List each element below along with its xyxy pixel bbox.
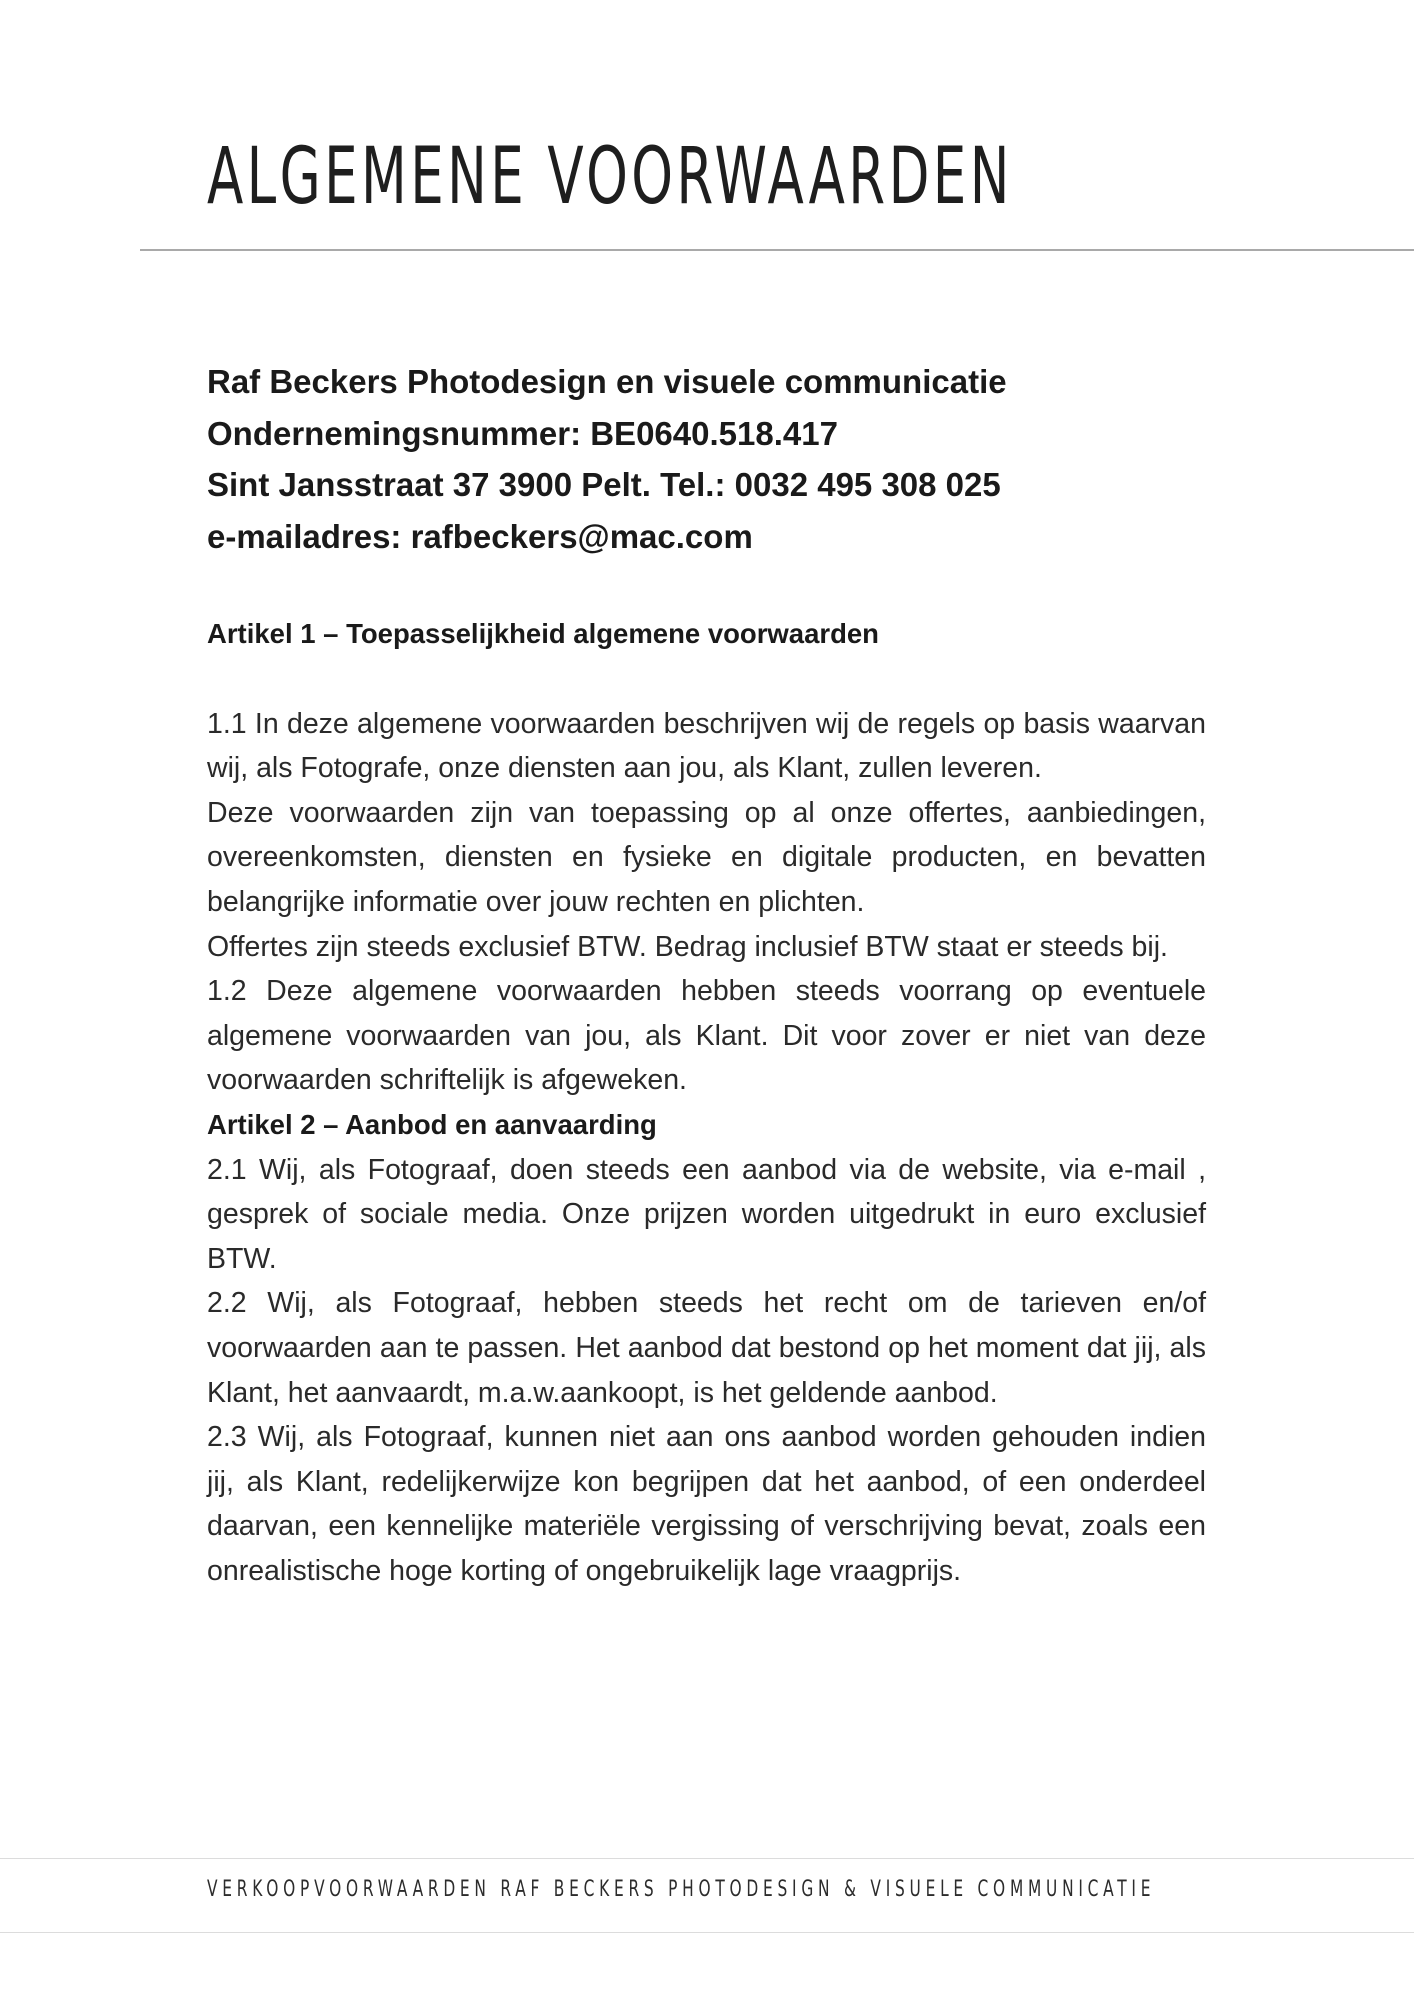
company-address-phone: Sint Jansstraat 37 3900 Pelt. Tel.: 0032 495 308 025 <box>207 466 1001 503</box>
title-divider <box>140 249 1414 251</box>
article-1-paragraph-1-2: 1.2 Deze algemene voorwaarden hebben steeds voorrang op eventuele algemene voorwaarden van jou, als Klant. Dit voor zover er niet van deze voorwaarden schriftelijk is afgeweken. <box>207 975 1206 1097</box>
article-1-heading: Artikel 1 – Toepasselijkheid algemene voorwaarden <box>207 618 879 649</box>
company-name: Raf Beckers Photodesign en visuele communicatie <box>207 363 1007 400</box>
article-1-paragraph-scope: Deze voorwaarden zijn van toepassing op al onze offertes, aanbiedingen, overeenkomsten, diensten en fysieke en digitale producten, en bevatten belangrijke informatie over jouw rechten en plichten. <box>207 796 1206 918</box>
footer-text: VERKOOPVOORWAARDEN RAF BECKERS PHOTODESIGN & VISUELE COMMUNICATIE <box>207 1877 1156 1902</box>
footer-divider-bottom <box>0 1932 1414 1933</box>
company-registration-number: Ondernemingsnummer: BE0640.518.417 <box>207 414 838 452</box>
article-1-paragraph-1-1: 1.1 In deze algemene voorwaarden beschrijven wij de regels op basis waarvan wij, als Fotografe, onze diensten aan jou, als Klant, zullen leveren. <box>207 707 1206 785</box>
terms-content <box>207 612 1206 1593</box>
page-title: ALGEMENE VOORWAARDEN <box>207 132 1013 222</box>
footer-divider-top <box>0 1858 1414 1859</box>
company-email: e-mailadres: rafbeckers@mac.com <box>207 517 753 555</box>
article-2-paragraph-2-3: 2.3 Wij, als Fotograaf, kunnen niet aan ons aanbod worden gehouden indien jij, als Klant, redelijkerwijze kon begrijpen dat het aanbod, of een onderdeel daarvan, een kennelijke materiële vergissing of verschrijving bevat, zoals een onrealistische hoge korting of ongebruikelijk lage vraagprijs. <box>207 1421 1206 1587</box>
company-info <box>207 356 1007 562</box>
article-2-paragraph-2-1: 2.1 Wij, als Fotograaf, doen steeds een aanbod via de website, via e-mail , gesprek of sociale media. Onze prijzen worden uitgedrukt in euro exclusief BTW. <box>207 1153 1206 1275</box>
article-2-heading: Artikel 2 – Aanbod en aanvaarding <box>207 1108 657 1140</box>
article-2-paragraph-2-2: 2.2 Wij, als Fotograaf, hebben steeds het recht om de tarieven en/of voorwaarden aan te passen. Het aanbod dat bestond op het moment dat jij, als Klant, het aanvaardt, m.a.w.aankoopt, is het geldende aanbod. <box>207 1287 1206 1409</box>
article-1-paragraph-vat: Offertes zijn steeds exclusief BTW. Bedrag inclusief BTW staat er steeds bij. <box>207 930 1168 963</box>
